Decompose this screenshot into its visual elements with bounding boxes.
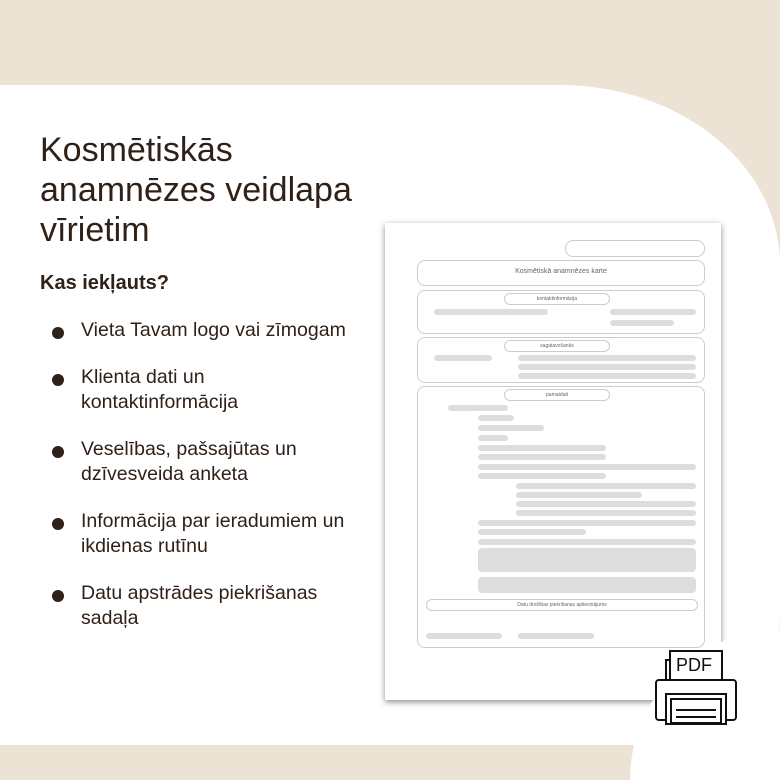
document-title: Kosmētiskā anamnēzes karte [417, 260, 705, 286]
field-bar [448, 405, 508, 411]
section-contact [417, 290, 705, 334]
field-bar [478, 539, 696, 545]
feature-list [40, 318, 350, 653]
field-bar [478, 520, 696, 526]
field-bar [478, 529, 586, 535]
field-bar [478, 445, 606, 451]
field-bar [518, 364, 696, 370]
logo-placeholder [565, 240, 705, 257]
field-bar [478, 548, 696, 572]
page-title: Kosmētiskās anamnēzes veidlapa vīrietim [40, 131, 352, 249]
signature-bar [426, 633, 502, 639]
field-bar [610, 309, 696, 315]
document-preview [385, 223, 721, 700]
field-bar [434, 355, 492, 361]
list-item: Veselības, pašsajūtas un dzīvesveida anketa [40, 437, 350, 487]
field-bar [434, 309, 548, 315]
field-bar [504, 425, 544, 431]
field-bar [478, 454, 606, 460]
list-item: Klienta dati un kontaktinformācija [40, 365, 350, 415]
field-bar [610, 320, 674, 326]
field-bar [516, 510, 696, 516]
section-label: kontaktinformācija [504, 293, 610, 305]
list-item: Vieta Tavam logo vai zīmogam [40, 318, 350, 343]
field-bar [478, 577, 696, 593]
field-bar [478, 473, 606, 479]
pdf-label: PDF [676, 655, 712, 675]
field-bar [516, 492, 642, 498]
section-label: sagatavošanās [504, 340, 610, 352]
field-bar [478, 435, 508, 441]
field-bar [516, 483, 696, 489]
section-label: pamatdati [504, 389, 610, 401]
printer-icon [652, 648, 742, 733]
section-label: Datu drošības piekrišanas apliecinājums [426, 599, 698, 611]
field-bar [518, 355, 696, 361]
section-basic-data [417, 386, 705, 648]
field-bar [518, 373, 696, 379]
section-preparation [417, 337, 705, 383]
field-bar [516, 501, 696, 507]
field-bar [478, 464, 696, 470]
list-item: Datu apstrādes piekrišanas sadaļa [40, 581, 350, 631]
field-bar [478, 415, 514, 421]
subheading: Kas iekļauts? [40, 272, 169, 294]
signature-bar [518, 633, 594, 639]
list-item: Informācija par ieradumiem un ikdienas rutīnu [40, 509, 350, 559]
